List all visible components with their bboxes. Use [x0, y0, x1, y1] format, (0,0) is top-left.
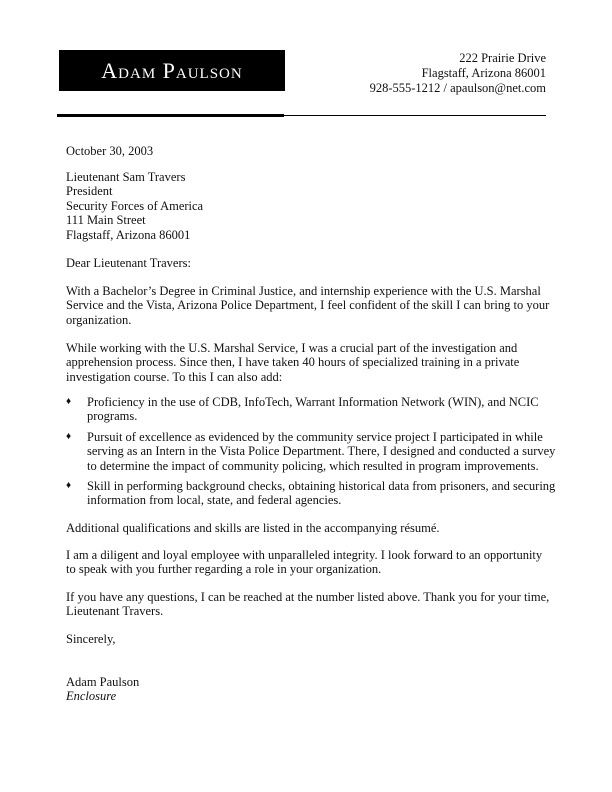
text-line: organization. — [66, 312, 132, 327]
text-line: serving as an Intern in the Vista Police Department. There, I designed and conducted a survey — [87, 444, 556, 459]
paragraph-2 — [66, 341, 519, 384]
recipient-line: President — [66, 184, 113, 199]
header-rule-thick — [57, 114, 284, 117]
address-line-1: 222 Prairie Drive — [459, 51, 546, 65]
diamond-bullet-icon: ♦ — [66, 480, 72, 491]
paragraph-3 — [66, 521, 440, 535]
text-line: programs. — [87, 409, 138, 424]
text-line: apprehension process. Since then, I have taken 40 hours of specialized training in a private — [66, 355, 520, 370]
recipient-line: 111 Main Street — [66, 213, 146, 228]
letterhead-name: Adam Paulson — [59, 50, 285, 91]
enclosure-wrap — [66, 689, 116, 703]
bullet-item — [66, 395, 539, 424]
text-line: Skill in performing background checks, obtaining historical data from prisoners, and securing — [87, 479, 556, 493]
text-line: information from local, state, and federal agencies. — [87, 493, 342, 508]
letterhead-contact — [370, 51, 546, 96]
paragraph-1 — [66, 284, 549, 327]
text-line: I am a diligent and loyal employee with unparalleled integrity. I look forward to an opportunity — [66, 548, 543, 562]
text-line: While working with the U.S. Marshal Service, I was a crucial part of the investigation and — [66, 341, 518, 355]
text-line: Lieutenant Travers. — [66, 604, 164, 619]
recipient-block — [66, 170, 203, 242]
bullet-item — [66, 479, 555, 508]
diamond-bullet-icon: ♦ — [66, 431, 72, 442]
bullet-item — [66, 430, 555, 473]
address-line-2: Flagstaff, Arizona 86001 — [421, 66, 546, 80]
text-line: to determine the impact of community policing, which resulted in program improvements. — [87, 458, 539, 473]
paragraph-5 — [66, 590, 549, 619]
text-line: Pursuit of excellence as evidenced by the community service project I participated in while — [87, 430, 543, 444]
text-line: Service and the Vista, Arizona Police Department, I feel confident of the skill I can bring to your — [66, 298, 550, 313]
text-line: With a Bachelor’s Degree in Criminal Justice, and internship experience with the U.S. Marshal — [66, 284, 541, 298]
salutation: Dear Lieutenant Travers: — [66, 256, 191, 270]
text-line: to speak with you further regarding a role in your organization. — [66, 562, 382, 577]
signature-name: Adam Paulson — [66, 675, 140, 689]
header-rule-thin — [284, 115, 546, 116]
recipient-line: Flagstaff, Arizona 86001 — [66, 227, 191, 242]
recipient-line: Lieutenant Sam Travers — [66, 170, 186, 184]
enclosure-note: Enclosure — [66, 689, 117, 703]
closing: Sincerely, — [66, 632, 116, 646]
text-line: investigation course. To this I can also add: — [66, 369, 283, 384]
diamond-bullet-icon: ♦ — [66, 396, 72, 407]
contact-line: 928-555-1212 / apaulson@net.com — [369, 81, 546, 95]
letter-date: October 30, 2003 — [66, 144, 154, 158]
text-line: If you have any questions, I can be reached at the number listed above. Thank you for your time, — [66, 590, 550, 604]
paragraph-4 — [66, 548, 542, 577]
text-line: Proficiency in the use of CDB, InfoTech, Warrant Information Network (WIN), and NCIC — [87, 395, 539, 409]
text-line: Additional qualifications and skills are listed in the accompanying résumé. — [66, 521, 440, 535]
recipient-line: Security Forces of America — [66, 198, 204, 213]
